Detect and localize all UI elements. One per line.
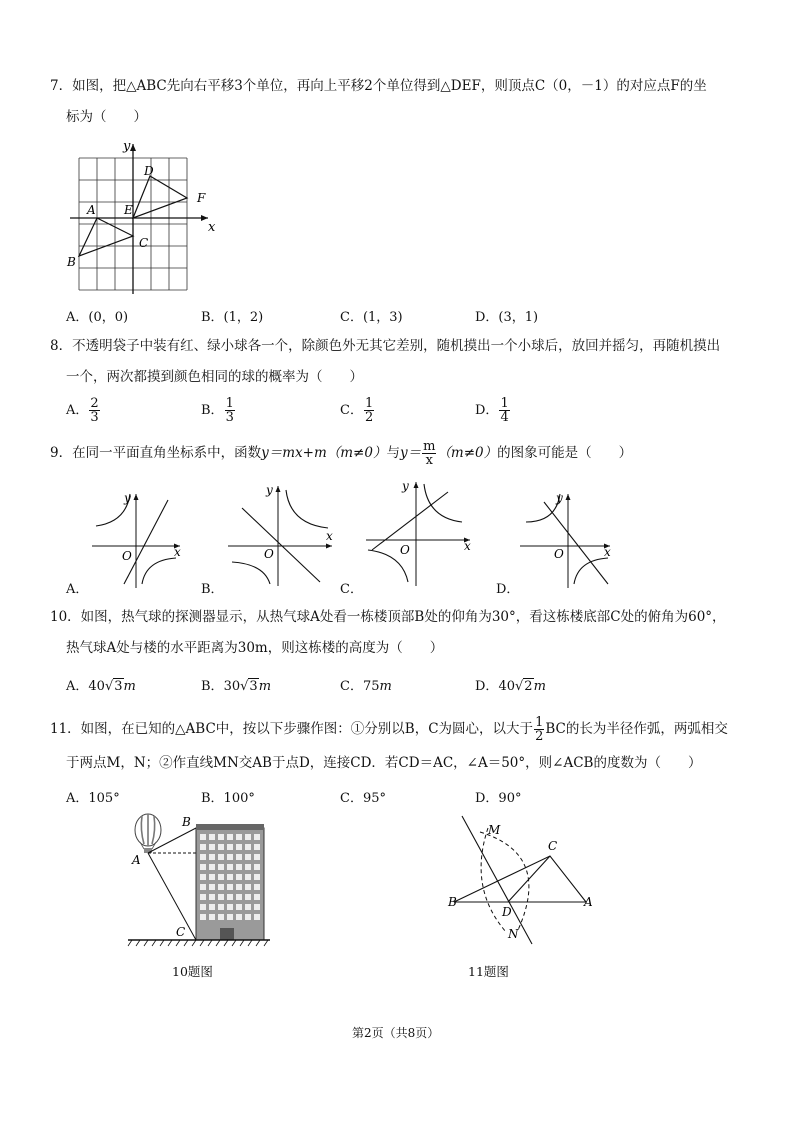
q7-option-d[interactable]: D．(3，1): [475, 310, 539, 325]
q7-grid-figure: [60, 136, 230, 296]
q8-option-b[interactable]: [201, 397, 236, 424]
fig11-construction: [440, 808, 610, 950]
q7-option-a[interactable]: A．(0，0): [66, 310, 129, 325]
q9-option-d[interactable]: D．: [496, 582, 520, 597]
svg-text:O: O: [400, 543, 410, 557]
q9-text: 9．在同一平面直角坐标系中，函数y＝mx+m（m≠0）与y＝ $\frac{m}{x}$ （m≠0）的图象可能是（ ）: [50, 439, 633, 468]
q8-text-line1: 8．不透明袋子中装有红、绿小球各一个，除颜色外无其它差别，随机摸出一个小球后，放回并摇匀，再随机摸出: [50, 338, 721, 354]
svg-text:y: y: [124, 491, 131, 505]
svg-text:O: O: [122, 549, 132, 563]
q9-option-c[interactable]: C．: [340, 582, 363, 597]
q9-option-b[interactable]: B．: [201, 582, 224, 597]
q11-fraction-half: $\frac{1}{2}$: [535, 715, 544, 744]
svg-text:x: x: [174, 545, 181, 559]
q10-text-line2: 热气球A处与楼的水平距离为30m，则这栋楼的高度为（ ）: [66, 640, 444, 656]
q7-label-x: x: [208, 220, 216, 235]
q8-option-a-fraction: $\frac{2}{3}$: [90, 396, 99, 425]
q7-option-b[interactable]: B．(1，2): [201, 310, 264, 325]
q11-option-c[interactable]: C．95°: [340, 791, 386, 806]
q10-option-b[interactable]: B．30√3m: [201, 679, 272, 694]
q7-label-d: D: [144, 164, 154, 178]
q10-option-a[interactable]: A．40√3m: [66, 679, 136, 694]
q9-option-a[interactable]: A．: [66, 582, 89, 597]
page-footer: 第2页（共8页）: [352, 1026, 440, 1040]
q8-text-line2: 一个，两次都摸到颜色相同的球的概率为（ ）: [66, 369, 363, 385]
svg-text:x: x: [604, 545, 611, 559]
q9-function-linear: y＝mx+m（m≠0）: [261, 445, 387, 461]
q10-option-c[interactable]: C．75m: [340, 679, 392, 694]
hot-air-balloon-icon: [135, 814, 161, 853]
fig11-label-d: D: [502, 905, 512, 919]
q7-option-c[interactable]: C．(1，3): [340, 310, 403, 325]
q9-graph-c: [362, 478, 477, 588]
q8-option-b-fraction: $\frac{1}{3}$: [225, 396, 234, 425]
svg-text:O: O: [554, 547, 564, 561]
q7-label-f: F: [197, 191, 206, 205]
q7-label-e: E: [124, 203, 133, 217]
q9-graph-d: [516, 488, 616, 588]
fig11-label-n: N: [508, 927, 519, 941]
q9-graph-a: [88, 488, 188, 588]
q7-label-b: B: [67, 255, 76, 269]
q8-option-a-label: A．: [66, 403, 89, 418]
fig11-label-a: A: [584, 895, 593, 909]
svg-text:y: y: [402, 479, 409, 493]
svg-text:O: O: [264, 547, 274, 561]
q9-function-inverse-fraction: $\frac{m}{x}$: [423, 439, 436, 468]
q8-option-c[interactable]: [340, 397, 375, 424]
fig10-label-b: B: [182, 815, 191, 829]
svg-text:y: y: [556, 491, 563, 505]
fig11-caption: 11题图: [468, 964, 509, 979]
svg-text:x: x: [326, 529, 333, 543]
fig10-label-a: A: [132, 853, 141, 867]
q7-label-a: A: [87, 203, 96, 217]
q11-option-a[interactable]: A．105°: [66, 791, 120, 806]
q8-option-d-fraction: $\frac{1}{4}$: [500, 396, 509, 425]
fig10-caption: 10题图: [172, 964, 213, 979]
q7-label-y: y: [123, 139, 131, 154]
building-icon: [196, 824, 264, 940]
q10-option-d[interactable]: D．40√2m: [475, 679, 546, 694]
q11-option-d[interactable]: D．90°: [475, 791, 522, 806]
q8-option-d[interactable]: [475, 397, 511, 424]
q8-option-a[interactable]: [66, 397, 101, 424]
fig11-label-b: B: [448, 895, 457, 909]
q8-option-c-fraction: $\frac{1}{2}$: [364, 396, 374, 425]
q11-text-line1: 11．如图，在已知的△ABC中，按以下步骤作图：①分别以B，C为圆心，以大于 $\frac{1}{2}$ BC的长为半径作弧，两弧相交: [50, 715, 728, 744]
q9-graph-b: [224, 482, 339, 588]
q7-label-c: C: [139, 236, 149, 250]
q11-option-b[interactable]: B．100°: [201, 791, 255, 806]
svg-text:x: x: [464, 539, 471, 553]
q8-option-d-label: D．: [475, 403, 499, 418]
q7-text-line1: 7．如图，把△ABC先向右平移3个单位，再向上平移2个单位得到△DEF，则顶点C（0，－1）的对应点F的坐: [50, 78, 707, 94]
q10-text-line1: 10．如图，热气球的探测器显示，从热气球A处看一栋楼顶部B处的仰角为30°，看这栋楼底部C处的俯角为60°，: [50, 609, 726, 625]
fig11-label-m: M: [488, 823, 501, 837]
q8-option-b-label: B．: [201, 403, 224, 418]
fig11-label-c: C: [548, 839, 558, 853]
q11-text-line2: 于两点M，N；②作直线MN交AB于点D，连接CD．若CD＝AC，∠A＝50°，则∠ACB的度数为（ ）: [66, 755, 702, 771]
q7-text-line2: 标为（ ）: [66, 109, 147, 125]
svg-text:y: y: [266, 483, 273, 497]
fig10-label-c: C: [176, 925, 186, 939]
q8-option-c-label: C．: [340, 403, 363, 418]
fig10-balloon-building: [120, 808, 280, 950]
